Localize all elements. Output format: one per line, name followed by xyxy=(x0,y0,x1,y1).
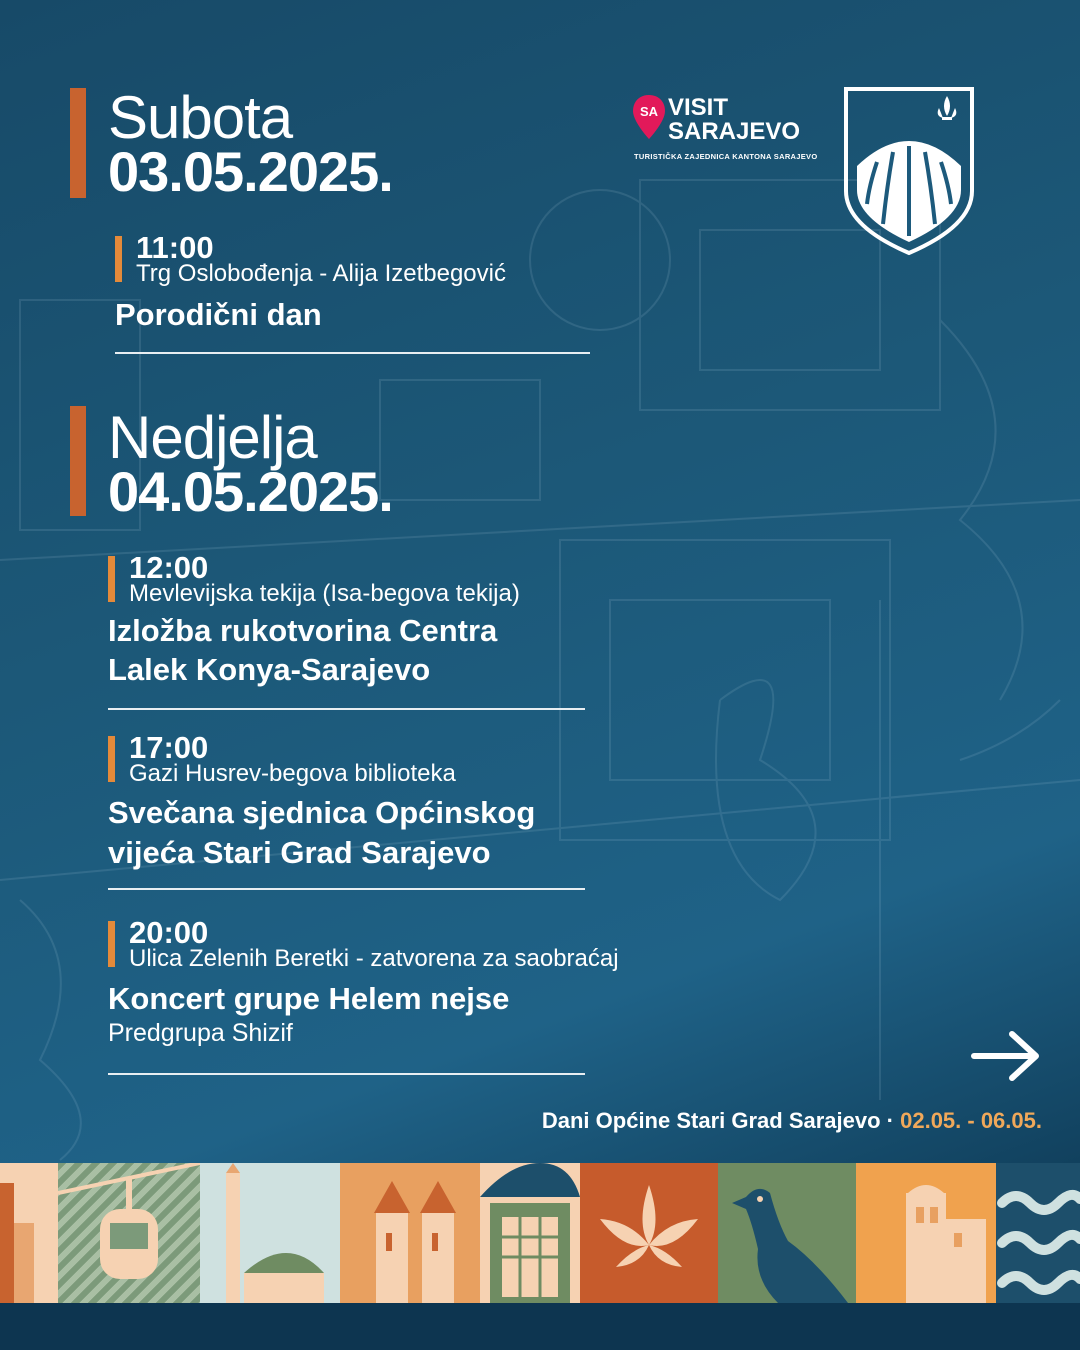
event-title-line: Izložba rukotvorina Centra xyxy=(108,613,498,648)
divider xyxy=(108,888,585,890)
festival-caption xyxy=(542,1108,1042,1134)
divider xyxy=(108,708,585,710)
time-accent-bar xyxy=(108,556,115,602)
event-card xyxy=(108,732,588,892)
time-accent-bar xyxy=(115,236,122,282)
event-location: Mevlevijska tekija (Isa-begova tekija) xyxy=(129,580,520,607)
day-accent-bar xyxy=(70,88,86,198)
day-name: Nedjelja xyxy=(108,404,317,471)
day-accent-bar xyxy=(70,406,86,516)
pigeon-icon xyxy=(718,1163,856,1303)
day-date: 04.05.2025. xyxy=(108,460,393,523)
divider xyxy=(115,352,590,354)
event-title: Porodični dan xyxy=(115,297,322,332)
event-card xyxy=(108,552,588,712)
event-time: 11:00 xyxy=(136,230,214,265)
event-card xyxy=(115,232,595,356)
lily-flower-icon xyxy=(580,1163,718,1303)
logo-tagline: TURISTIČKA ZAJEDNICA KANTONA SARAJEVO xyxy=(634,152,818,161)
event-time: 12:00 xyxy=(129,550,209,585)
divider xyxy=(108,1073,585,1075)
illustration-strip xyxy=(0,1163,1080,1303)
event-time: 17:00 xyxy=(129,730,209,765)
time-accent-bar xyxy=(108,736,115,782)
logo-line2: SARAJEVO xyxy=(668,118,801,145)
day-name: Subota xyxy=(108,84,293,151)
mosque-icon xyxy=(200,1163,340,1303)
time-accent-bar xyxy=(108,921,115,967)
event-subtitle: Predgrupa Shizif xyxy=(108,1019,293,1047)
cable-car-icon xyxy=(58,1163,200,1303)
day-date: 03.05.2025. xyxy=(108,140,393,203)
river-waves-icon xyxy=(996,1163,1080,1303)
clock-tower-icon xyxy=(0,1163,58,1303)
old-houses-icon xyxy=(856,1163,996,1303)
event-title-line: Lalek Konya-Sarajevo xyxy=(108,652,431,687)
event-card xyxy=(108,917,728,1079)
bottom-band xyxy=(0,1303,1080,1350)
festival-dates: 02.05. - 06.05. xyxy=(900,1108,1042,1133)
event-location: Ulica Zelenih Beretki - zatvorena za saobraćaj xyxy=(129,945,619,972)
sebilj-fountain-icon xyxy=(480,1163,580,1303)
festival-name: Dani Općine Stari Grad Sarajevo · xyxy=(541,1108,901,1133)
church-towers-icon xyxy=(340,1163,480,1303)
arrow-right-icon[interactable] xyxy=(970,1028,1042,1084)
event-location: Trg Oslobođenja - Alija Izetbegović xyxy=(136,260,506,287)
event-title: Koncert grupe Helem nejse xyxy=(108,981,510,1016)
logo-line1: VISIT xyxy=(668,94,729,121)
event-time: 20:00 xyxy=(129,915,209,950)
event-location: Gazi Husrev-begova biblioteka xyxy=(129,760,456,787)
municipality-crest-icon xyxy=(843,86,975,256)
event-title-line: Svečana sjednica Općinskog xyxy=(108,795,536,830)
event-title-line: vijeća Stari Grad Sarajevo xyxy=(108,835,491,870)
logo-badge: SA xyxy=(639,104,659,119)
visit-sarajevo-logo xyxy=(632,94,818,166)
